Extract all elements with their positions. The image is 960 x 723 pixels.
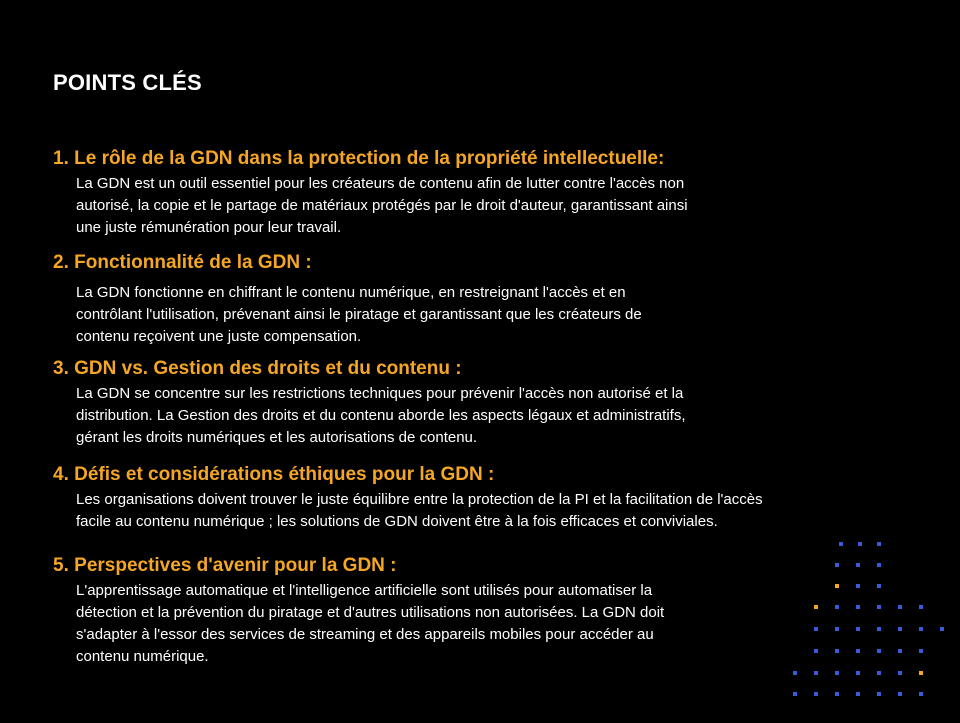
decorative-dot <box>898 649 902 653</box>
key-point-number: 4. <box>53 464 69 485</box>
body-line: La GDN se concentre sur les restrictions techniques pour prévenir l'accès non autorisé et la <box>76 385 684 402</box>
decorative-dot <box>898 692 902 696</box>
key-point-body <box>76 383 893 449</box>
key-point-2 <box>53 252 893 348</box>
body-line: contrôlant l'utilisation, prévenant ainsi le piratage et garantissant que les créateurs de <box>76 306 642 323</box>
decorative-dot <box>877 671 881 675</box>
decorative-dot <box>814 671 818 675</box>
decorative-dot <box>793 692 797 696</box>
key-point-heading <box>53 464 893 486</box>
key-point-body <box>76 173 893 239</box>
body-line: L'apprentissage automatique et l'intelligence artificielle sont utilisés pour automatiser la <box>76 582 653 599</box>
body-line: facile au contenu numérique ; les solutions de GDN doivent être à la fois efficaces et conviviales. <box>76 513 718 530</box>
key-point-title: Fonctionnalité de la GDN : <box>74 252 312 273</box>
decorative-dot <box>898 671 902 675</box>
key-point-title: Défis et considérations éthiques pour la GDN : <box>74 464 495 485</box>
key-point-body <box>76 282 893 348</box>
body-line: une juste rémunération pour leur travail. <box>76 219 342 236</box>
key-point-number: 1. <box>53 148 69 169</box>
body-line: Les organisations doivent trouver le juste équilibre entre la protection de la PI et la facilitation de l'accès <box>76 491 763 508</box>
key-point-heading <box>53 358 893 380</box>
key-point-number: 2. <box>53 252 69 273</box>
key-point-heading <box>53 148 893 170</box>
body-line: La GDN fonctionne en chiffrant le contenu numérique, en restreignant l'accès et en <box>76 284 626 301</box>
decorative-dot <box>898 627 902 631</box>
key-point-1 <box>53 148 893 239</box>
key-point-3 <box>53 358 893 449</box>
decorative-dot <box>898 605 902 609</box>
decorative-dot <box>835 692 839 696</box>
decorative-dot <box>919 692 923 696</box>
decorative-dot <box>919 649 923 653</box>
decorative-dot <box>814 692 818 696</box>
body-line: s'adapter à l'essor des services de streaming et des appareils mobiles pour accéder au <box>76 626 654 643</box>
key-point-title: GDN vs. Gestion des droits et du contenu : <box>74 358 462 379</box>
key-point-5 <box>53 555 893 668</box>
key-point-4 <box>53 464 893 533</box>
decorative-dot <box>856 671 860 675</box>
decorative-dot <box>919 605 923 609</box>
body-line: détection et la prévention du piratage et d'autres utilisations non autorisées. La GDN doit <box>76 604 665 621</box>
key-point-title: Le rôle de la GDN dans la protection de la propriété intellectuelle: <box>74 148 665 169</box>
body-line: autorisé, la copie et le partage de matériaux protégés par le droit d'auteur, garantissant ainsi <box>76 197 688 214</box>
body-line: contenu numérique. <box>76 648 209 665</box>
decorative-dot <box>919 671 923 675</box>
decorative-dot <box>793 671 797 675</box>
key-point-number: 3. <box>53 358 69 379</box>
key-point-number: 5. <box>53 555 69 576</box>
decorative-dot <box>858 542 862 546</box>
decorative-dot <box>877 542 881 546</box>
body-line: contenu reçoivent une juste compensation. <box>76 328 362 345</box>
key-point-heading <box>53 555 893 577</box>
key-point-title: Perspectives d'avenir pour la GDN : <box>74 555 397 576</box>
body-line: La GDN est un outil essentiel pour les créateurs de contenu afin de lutter contre l'accès non <box>76 175 685 192</box>
decorative-dot <box>856 692 860 696</box>
decorative-dot <box>835 671 839 675</box>
decorative-dot <box>839 542 843 546</box>
decorative-dot <box>940 627 944 631</box>
decorative-dot <box>919 627 923 631</box>
key-point-body <box>76 580 893 668</box>
body-line: distribution. La Gestion des droits et du contenu aborde les aspects légaux et administratifs, <box>76 407 686 424</box>
key-point-body <box>76 489 893 533</box>
body-line: gérant les droits numériques et les autorisations de contenu. <box>76 429 478 446</box>
decorative-dot <box>877 692 881 696</box>
key-point-heading <box>53 252 893 274</box>
page-title: POINTS CLÉS <box>53 70 202 95</box>
